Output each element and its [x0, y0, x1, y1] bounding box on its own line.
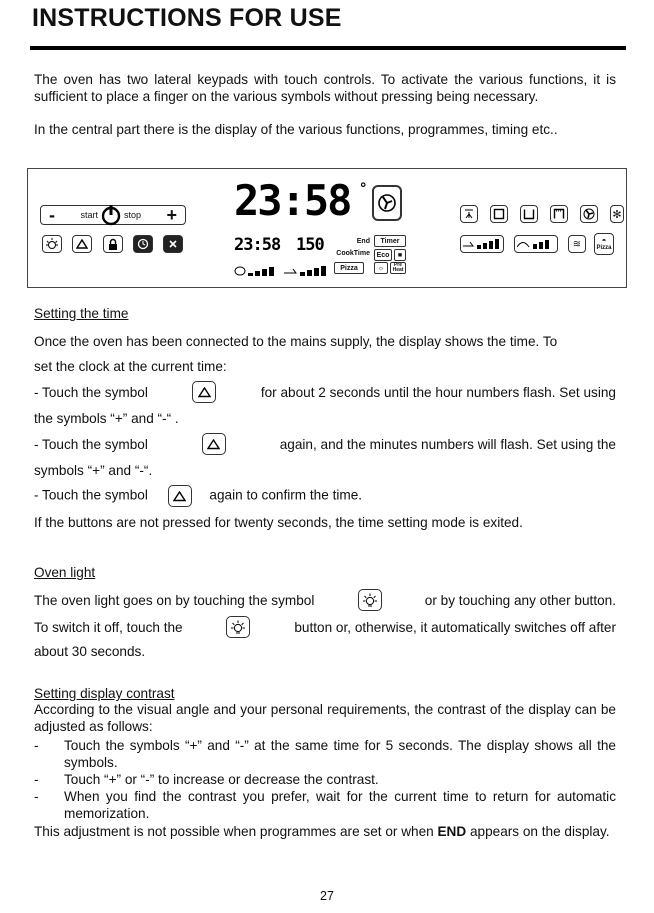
plus-key: + [166, 204, 177, 225]
small-temp-display: 150 [296, 235, 324, 255]
lock-display-icon: ■ [394, 249, 406, 261]
time-line-6: symbols “+” and “-“. [34, 463, 153, 478]
light-text-1b: or by touching any other button. [424, 592, 616, 608]
intro-paragraph: The oven has two lateral keypads with touch controls. To activate the various functions, it is sufficient to place a finger on the various symbols without pressing being necessary. [34, 72, 616, 104]
time-line-1 [34, 333, 616, 350]
closing-text-b: appears on the display. [466, 824, 610, 839]
time-line-4: the symbols “+” and “-“ . [34, 411, 179, 426]
light-line-3: about 30 seconds. [34, 644, 146, 659]
time-text-3b: for about 2 seconds until the hour numbers flash. Set using [260, 384, 616, 400]
oven-light-heading: Oven light [34, 565, 96, 580]
title-rule [30, 46, 626, 50]
light-key-icon [42, 235, 62, 253]
time-line-8: If the buttons are not pressed for twenty seconds, the time setting mode is exited. [34, 515, 523, 530]
bullet-dash: - [34, 772, 39, 787]
time-text-5b: again, and the minutes numbers will flash. Set using the [279, 436, 616, 452]
grill-key-icon [550, 205, 568, 223]
clock-symbol-icon [192, 381, 216, 403]
grill-fan-key-icon [460, 205, 478, 223]
setting-time-heading: Setting the time [34, 306, 129, 321]
bullet-text: Touch “+” or “-” to increase or decrease the contrast. [64, 772, 379, 787]
defrost-key-icon: ✻ [610, 205, 624, 223]
small-time-display: 23:58 [234, 235, 281, 255]
light-symbol-icon [226, 616, 250, 638]
page-title: INSTRUCTIONS FOR USE [32, 4, 342, 32]
fan-key-icon [580, 205, 598, 223]
light-text-2b: button or, otherwise, it automatically switches off after [294, 619, 616, 635]
cooktime-label: CookTime [336, 249, 370, 257]
bullet-text: Touch the symbols “+” and “-” at the same time for 5 seconds. The display shows all the symbols. [64, 738, 616, 770]
light-symbol-icon [358, 589, 382, 611]
light-line-1 [34, 589, 616, 611]
steam-key-icon: ≋ [568, 235, 586, 253]
control-panel-illustration [27, 168, 627, 288]
light-text-1a: The oven light goes on by touching the symbol [34, 592, 315, 608]
pizza-label: Pizza [334, 262, 364, 274]
clock-key-icon [72, 235, 92, 253]
program-key-2-icon [514, 235, 558, 253]
time-text-7a: - Touch the symbol [34, 487, 148, 503]
program-key-1-icon [460, 235, 504, 253]
end-keyword: END [437, 824, 467, 839]
clock-symbol-icon [168, 485, 192, 507]
pizza-key-label: Pizza [596, 245, 612, 251]
lock-key-icon [103, 235, 123, 253]
pizza-key: ◓ Pizza [594, 233, 614, 255]
top-bottom-key-icon [490, 205, 508, 223]
preheat-label: Pre Heat [390, 262, 406, 274]
level-bar-1 [234, 263, 280, 273]
intro-paragraph-2: In the central part there is the display of the various functions, programmes, timing etc.. [34, 122, 558, 137]
big-time-display: 23:58 [234, 176, 351, 225]
stop-label: stop [123, 210, 141, 220]
start-stop-bar [40, 205, 186, 225]
light-line-2 [34, 616, 616, 638]
end-label: End [356, 237, 370, 245]
timer-label: Timer [374, 235, 406, 247]
cancel-key-icon [163, 235, 183, 253]
level-bar-2 [284, 263, 330, 273]
time-line-5 [34, 433, 616, 455]
fan-display-icon [372, 185, 402, 221]
degree-sign: ° [359, 181, 368, 197]
time-text-3a: - Touch the symbol [34, 384, 148, 400]
light-text-2a: To switch it off, touch the [34, 619, 183, 635]
time-text-1: Once the oven has been connected to the mains supply, the display shows the time. To [34, 334, 558, 349]
clock-symbol-icon [202, 433, 226, 455]
bullet-dash: - [34, 738, 39, 753]
power-icon [100, 204, 122, 226]
contrast-paragraph: According to the visual angle and your personal requirements, the contrast of the display can be adjusted as follows: [34, 702, 616, 734]
light-display-icon: ☼ [374, 262, 388, 274]
contrast-heading: Setting display contrast [34, 686, 175, 701]
timer-key-icon [133, 235, 153, 253]
closing-text-a: This adjustment is not possible when programmes are set or when [34, 824, 438, 839]
time-line-3 [34, 381, 616, 403]
time-line-2: set the clock at the current time: [34, 359, 227, 374]
bullet-text: When you find the contrast you prefer, wait for the current time to return for automatic memorization. [64, 789, 616, 821]
time-line-7 [34, 485, 616, 507]
eco-label: Eco [374, 249, 392, 261]
bullet-dash: - [34, 789, 39, 804]
time-text-7b: again to confirm the time. [209, 487, 363, 503]
contrast-closing [34, 824, 616, 841]
minus-key: - [49, 204, 55, 225]
spacer-5 [618, 235, 624, 253]
bottom-key-icon [520, 205, 538, 223]
start-label: start [80, 210, 98, 220]
page-number: 27 [320, 889, 334, 903]
time-text-5a: - Touch the symbol [34, 436, 148, 452]
